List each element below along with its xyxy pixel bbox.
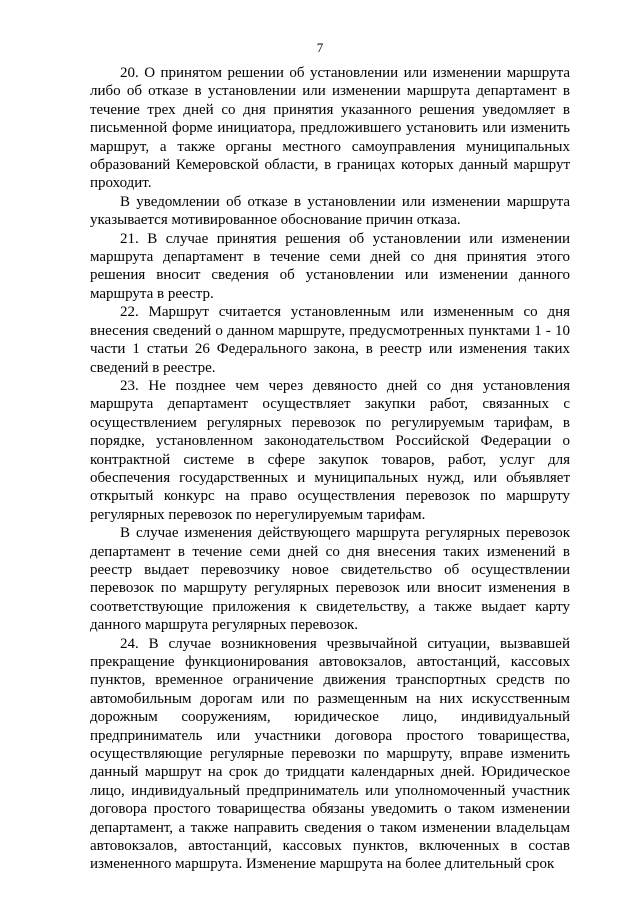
paragraph-refusal-notice: В уведомлении об отказе в установлении или изменении маршрута указывается мотивированное обоснование причин отказа. <box>90 193 570 229</box>
document-body <box>90 64 570 874</box>
paragraph-20: 20. О принятом решении об установлении или изменении маршрута либо об отказе в установлении или изменении маршрута департамент в течение трех дней со дня принятия указанного решения уведомляет в письменной форме инициатора, предложившего установить или изменить маршрут, а также органы местного самоуправления муниципальных образований Кемеровской области, в границах которых данный маршрут проходит. <box>90 65 570 192</box>
paragraph-route-change: В случае изменения действующего маршрута регулярных перевозок департамент в течение семи дней со дня внесения таких изменений в реестр выдает перевозчику новое свидетельство об осуществлении перевозок по маршруту регулярных перевозок или вносит изменения в соответствующие приложения к свидетельству, а также выдает карту данного маршрута регулярных перевозок. <box>90 525 570 634</box>
paragraph-24: 24. В случае возникновения чрезвычайной ситуации, вызвавшей прекращение функционирования автовокзалов, автостанций, кассовых пунктов, временное ограничение движения транспортных средств по автомобильным дорогам или по размещенным на них искусственным дорожным сооружениям, юридическое лицо, индивидуальный предприниматель или участники договора простого товарищества, осуществляющие регулярные перевозки по маршруту, вправе изменить данный маршрут на срок до тридцати календарных дней. Юридическое лицо, индивидуальный предприниматель или уполномоченный участник договора простого товарищества обязаны уведомить о таком изменении департамент, а также направить сведения о таком изменении владельцам автовокзалов, автостанций, кассовых пунктов, включенных в состав измененного маршрута. Изменение маршрута на более длительный срок <box>90 635 570 873</box>
paragraph-21: 21. В случае принятия решения об установлении или изменении маршрута департамент в течение семи дней со дня принятия этого решения вносит сведения об установлении или изменении данного маршрута в реестр. <box>90 230 570 302</box>
paragraph-22: 22. Маршрут считается установленным или измененным со дня внесения сведений о данном маршруте, предусмотренных пунктами 1 - 10 части 1 статьи 26 Федерального закона, в реестр или изменения таких сведений в реестре. <box>90 304 570 376</box>
paragraph-23: 23. Не позднее чем через девяносто дней со дня установления маршрута департамент осуществляет закупки работ, связанных с осуществлением регулярных перевозок по регулируемым тарифам, в порядке, установленном законодательством Российской Федерации о контрактной системе в сфере закупок товаров, работ, услуг для обеспечения государственных и муниципальных нужд, или объявляет открытый конкурс на право осуществления перевозок по маршруту регулярных перевозок по нерегулируемым тарифам. <box>90 377 570 523</box>
page-number: 7 <box>316 40 324 55</box>
